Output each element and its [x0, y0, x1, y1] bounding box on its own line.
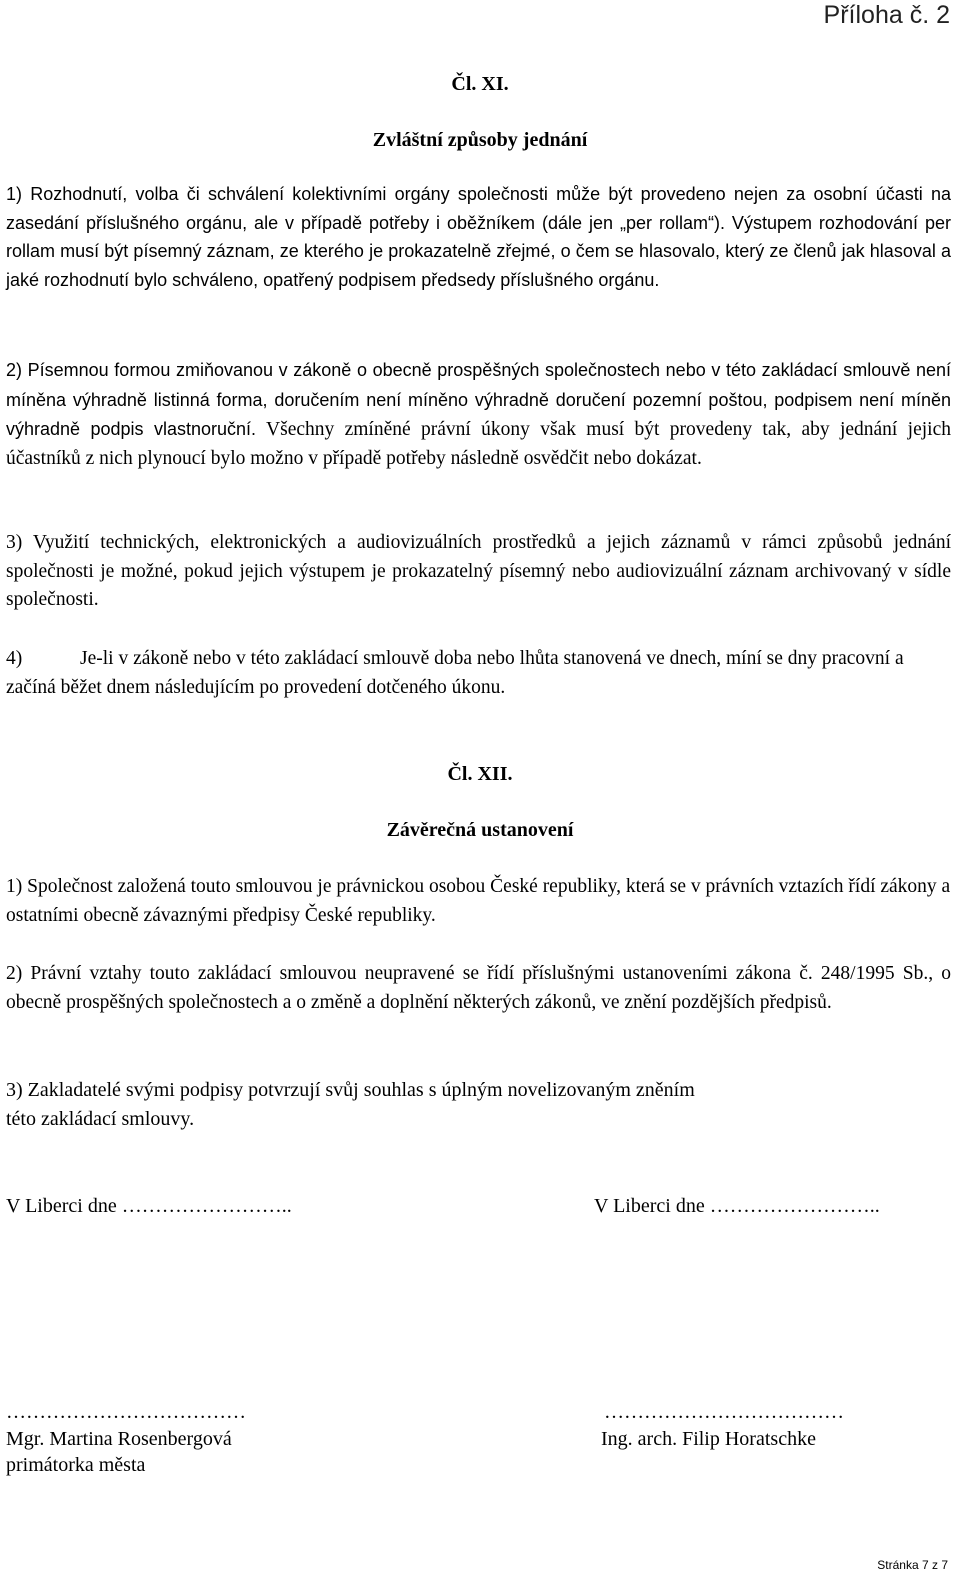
paragraph-2-arial-part: 2) Písemnou formou zmiňovanou v zákoně o obecně prospěšných společnostech nebo v této zakládací smlouvě není míněna výhradně listinná forma, doručením není míněno výhradně doručení pozemní poštou, podpisem není míněn výhradně podpis vlastnoruční. [6, 360, 951, 439]
left-signatory-role: primátorka města [6, 1454, 146, 1476]
article-12-number: Čl. XII. [447, 763, 513, 785]
article-11-paragraph-3: 3) Využití technických, elektronických a audiovizuálních prostředků a jejich záznamů v rámci způsobů jednání společnosti je možné, pokud jejich výstupem je prokazatelný písemný nebo audiovizuální záznam archivovaný v sídle společnosti. [6, 532, 951, 610]
article-12-paragraph-2: 2) Právní vztahy touto zakládací smlouvou neupravené se řídí příslušnými ustanoveními zákona č. 248/1995 Sb., o obecně prospěšných společnostech a o změně a doplnění některých zákonů, ve znění pozdějších předpisů. [6, 963, 951, 1013]
paragraph-4-number: 4) [6, 648, 23, 669]
page-number: Stránka 7 z 7 [877, 1558, 948, 1572]
left-signature-line: ……………………………… [6, 1401, 246, 1423]
article-12-paragraph-1: 1) Společnost založená touto smlouvou je právnickou osobou České republiky, která se v právních vztazích řídí zákony a ostatními obecně závaznými předpisy České republiky. [6, 876, 951, 926]
article-11-paragraph-4 [6, 645, 951, 702]
article-12-paragraph-3-line-1: 3) Zakladatelé svými podpisy potvrzují svůj souhlas s úplným novelizovaným zněním [6, 1079, 695, 1101]
annex-label: Příloha č. 2 [823, 1, 950, 29]
paragraph-4-text: Je-li v zákoně nebo v této zakládací smlouvě doba nebo lhůta stanovená ve dnech, míní se dny pracovní a začíná běžet dnem následujícím po provedení dotčeného úkonu. [6, 648, 904, 698]
article-11-paragraph-1: 1) Rozhodnutí, volba či schválení kolektivními orgány společnosti může být provedeno nejen za osobní účasti na zasedání příslušného orgánu, ale v případě potřeby i oběžníkem (dále jen „per rollam“). Výstupem rozhodování per rollam musí být písemný záznam, ze kterého je prokazatelně zřejmé, o čem se hlasovalo, který ze členů jak hlasoval a jaké rozhodnutí bylo schváleno, opatřený podpisem předsedy příslušného orgánu. [6, 184, 951, 290]
right-signatory-name: Ing. arch. Filip Horatschke [601, 1428, 816, 1450]
right-place-date: V Liberci dne …………………….. [594, 1195, 880, 1217]
paragraph-2-serif-part: Všechny zmíněné právní úkony však musí být provedeny tak, aby jednání jejich účastníků z nich plynoucí bylo možno v případě potřeby následně osvědčit nebo dokázat. [6, 419, 951, 469]
article-11-paragraph-2 [6, 356, 951, 473]
article-12-title: Závěrečná ustanovení [386, 819, 574, 841]
article-11-number: Čl. XI. [451, 73, 509, 95]
left-place-date: V Liberci dne …………………….. [6, 1195, 292, 1217]
left-signatory-name: Mgr. Martina Rosenbergová [6, 1428, 232, 1450]
right-signature-line: ……………………………… [604, 1401, 844, 1423]
article-11-title: Zvláštní způsoby jednání [372, 129, 588, 151]
article-12-paragraph-3-line-2: této zakládací smlouvy. [6, 1108, 195, 1130]
